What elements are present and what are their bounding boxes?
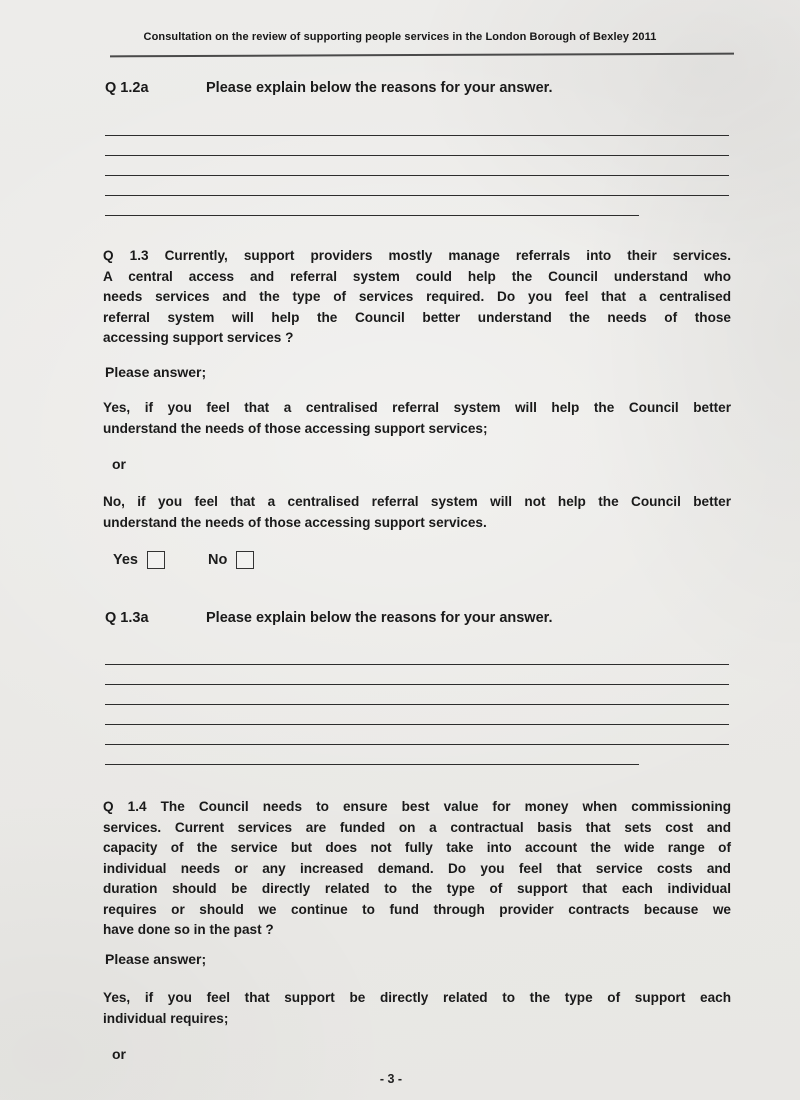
q12a-answer-lines <box>105 116 729 216</box>
answer-line[interactable] <box>105 665 729 685</box>
question-q12a-label: Q 1.2a <box>105 80 149 96</box>
q13a-answer-lines <box>105 645 729 765</box>
question-q13a-row <box>105 610 731 626</box>
paragraph-line: No, if you feel that a centralised referral system will not help the Council better <box>103 494 731 509</box>
page-header-title: Consultation on the review of supporting people services in the London Borough of Bexley 2011 <box>143 31 657 43</box>
page-number: - 3 - <box>379 1072 403 1086</box>
question-q13a-label: Q 1.3a <box>105 610 149 626</box>
paragraph-line: understand the needs of those accessing support services. <box>103 514 487 530</box>
paragraph-line: duration should be directly related to the type of support that each individual <box>103 881 731 896</box>
paragraph-line: requires or should we continue to fund through provider contracts because we <box>103 901 731 917</box>
paragraph-line: Yes, if you feel that a centralised referral system will help the Council better <box>103 400 731 415</box>
answer-line[interactable] <box>105 645 729 665</box>
yes-checkbox-label: Yes <box>113 552 138 568</box>
q13-yesno-checkbox-row <box>113 551 254 569</box>
answer-line[interactable] <box>105 176 729 196</box>
yes-checkbox[interactable] <box>147 551 165 569</box>
paragraph-line: capacity of the service but does not fully take into account the wide range of <box>103 840 731 855</box>
question-q12a-row <box>105 80 731 96</box>
answer-line[interactable] <box>105 685 729 705</box>
paragraph-line: referral system will help the Council better understand the needs of those <box>103 309 731 325</box>
answer-line[interactable] <box>105 156 729 176</box>
q13-please-answer: Please answer; <box>105 364 207 380</box>
paragraph-line: services. Current services are funded on a contractual basis that sets cost and <box>103 819 731 835</box>
paragraph-line: individual needs or any increased demand. Do you feel that service costs and <box>103 860 731 876</box>
paragraph-line: have done so in the past ? <box>103 922 274 937</box>
no-checkbox[interactable] <box>236 551 254 569</box>
answer-line[interactable] <box>105 705 729 725</box>
paragraph-line: individual requires; <box>103 1010 229 1026</box>
paragraph-line: understand the needs of those accessing support services; <box>103 420 488 436</box>
q13-or-text: or <box>112 456 126 472</box>
paragraph-line: Yes, if you feel that support be directly related to the type of support each <box>103 990 731 1005</box>
question-q13-text <box>103 246 731 349</box>
paragraph-line: Q 1.4 The Council needs to ensure best value for money when commissioning <box>103 799 731 814</box>
paragraph-line: A central access and referral system could help the Council understand who <box>103 268 731 284</box>
paragraph-line: accessing support services ? <box>103 330 294 345</box>
q13-no-option-text <box>103 492 731 533</box>
answer-line[interactable] <box>105 745 639 765</box>
answer-line[interactable] <box>105 116 729 136</box>
paragraph-line: Q 1.3 Currently, support providers mostly manage referrals into their services. <box>103 248 731 263</box>
answer-line[interactable] <box>105 725 729 745</box>
q14-or-text: or <box>112 1046 126 1062</box>
no-checkbox-label: No <box>208 552 228 568</box>
answer-line[interactable] <box>105 136 729 156</box>
q14-please-answer: Please answer; <box>105 951 207 967</box>
header-divider-rule <box>110 53 734 58</box>
q14-yes-option-text <box>103 988 731 1029</box>
paragraph-line: needs services and the type of services required. Do you feel that a centralised <box>103 289 731 304</box>
question-q14-text <box>103 797 731 941</box>
q13-yes-option-text <box>103 398 731 439</box>
answer-line[interactable] <box>105 196 639 216</box>
question-q12a-prompt: Please explain below the reasons for your answer. <box>206 80 553 96</box>
question-q13a-prompt: Please explain below the reasons for your answer. <box>206 610 553 626</box>
